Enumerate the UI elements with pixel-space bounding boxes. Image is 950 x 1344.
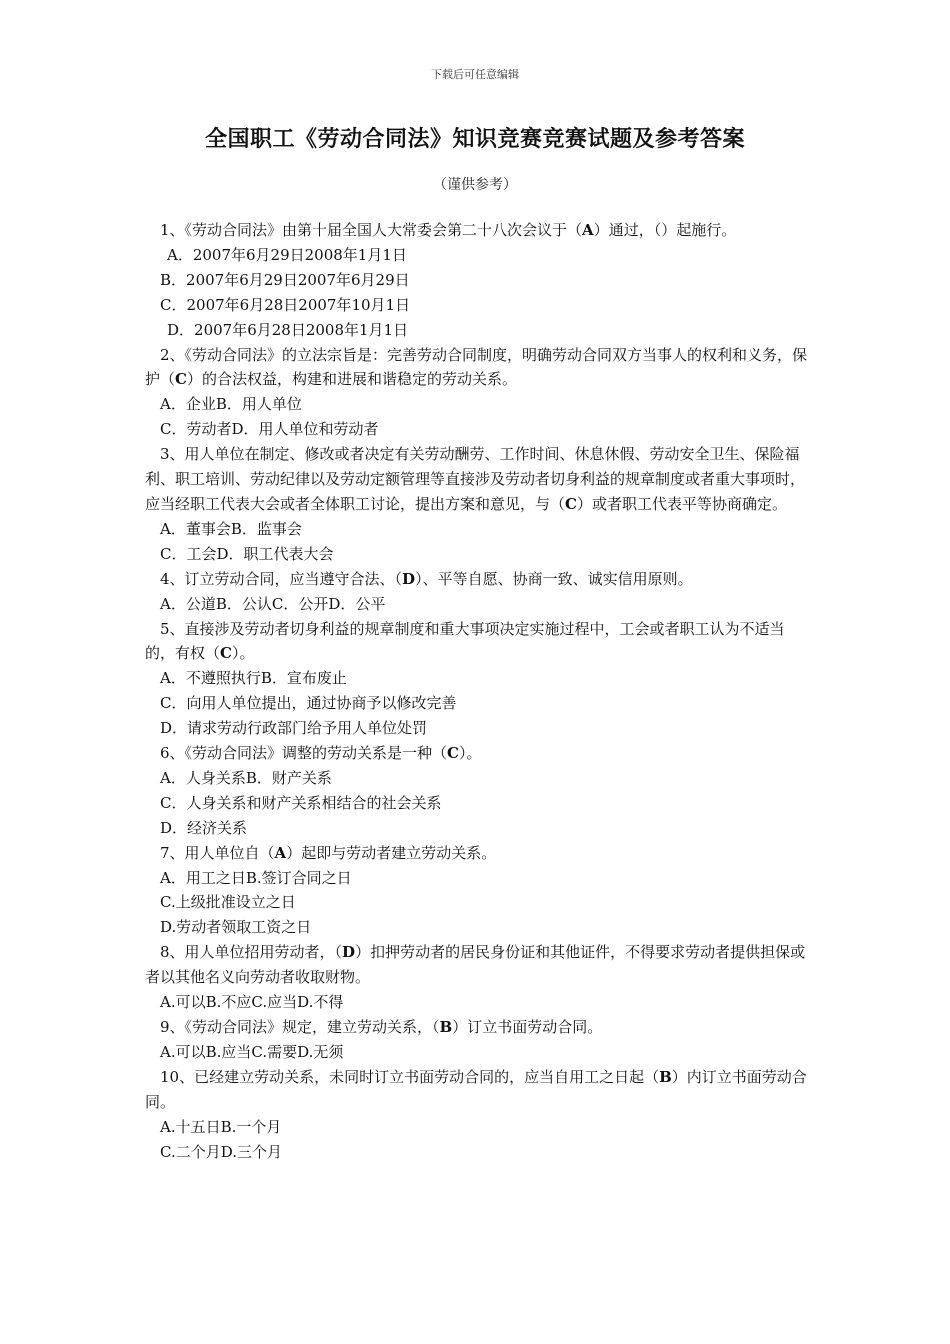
option-line: D.劳动者领取工资之日 (160, 918, 312, 937)
question-6 (145, 741, 810, 766)
question-text-tail: ）。 (231, 644, 255, 663)
option-line: D．2007年6月28日2008年1月1日 (167, 320, 409, 339)
question-text-tail: ）。 (459, 744, 482, 763)
answer-key: D (402, 569, 416, 588)
question-text: 3、用人单位在制定、修改或者决定有关劳动酬劳、工作时间、休息休假、劳动安全卫生、保险福利、职工培训、劳动纪律以及劳动定额管理等直接涉及劳动者切身利益的规章制度或者重大事项时，应当经职工代表大会或者全体职工讨论，提出方案和意见，与（ (145, 445, 806, 513)
option-line: A.可以B.应当C.需要D.无须 (160, 1042, 344, 1061)
answer-key: B (439, 1018, 453, 1036)
answer-key: C (447, 744, 459, 763)
question-text: 9、《劳动合同法》规定，建立劳动关系，（ (160, 1018, 440, 1036)
question-text-tail: ）起即与劳动者建立劳动关系。 (286, 843, 497, 862)
question-text: 7、用人单位自（ (160, 843, 275, 862)
option-line: C．劳动者D．用人单位和劳动者 (160, 420, 379, 439)
option-line: A.可以B.不应C.应当D.不得 (160, 993, 344, 1012)
option-line: B．2007年6月29日2007年6月29日 (160, 270, 410, 289)
question-text: 10、已经建立劳动关系，未同时订立书面劳动合同的，应当自用工之日起（ (160, 1067, 660, 1086)
answer-key: A (582, 221, 594, 239)
question-9 (145, 1015, 810, 1040)
option-line: C．2007年6月28日2007年10月1日 (160, 295, 411, 314)
question-text: 4、订立劳动合同，应当遵守合法、（ (160, 569, 403, 588)
option-line: C．人身关系和财产关系相结合的社会关系 (160, 793, 442, 812)
question-text-tail: ）的合法权益，构建和进展和谐稳定的劳动关系。 (186, 370, 517, 389)
question-text: 2、《劳动合同法》的立法宗旨是：完善劳动合同制度，明确劳动合同双方当事人的权利和义务，保护（ (145, 345, 808, 389)
question-5 (145, 617, 810, 667)
question-4 (145, 567, 810, 592)
answer-key: A (274, 843, 287, 862)
option-line: A．企业B．用人单位 (160, 395, 302, 414)
question-text: 5、直接涉及劳动者切身利益的规章制度和重大事项决定实施过程中，工会或者职工认为不适当的，有权（ (145, 619, 785, 663)
answer-key: C (220, 644, 232, 663)
question-list (145, 218, 810, 1164)
document-subtitle: （谨供参考） (433, 177, 517, 193)
question-1 (145, 218, 810, 243)
question-text-tail: ）内订立书面劳动合同。 (145, 1067, 807, 1111)
option-line: A.十五日B.一个月 (160, 1117, 282, 1136)
question-text: 8、用人单位招用劳动者，（ (160, 943, 343, 962)
option-line: A．2007年6月29日2008年1月1日 (167, 245, 407, 264)
question-10 (145, 1065, 810, 1115)
option-line: A．人身关系B．财产关系 (160, 768, 332, 787)
option-line: A．公道B．公认C．公开D．公平 (160, 594, 386, 613)
question-text-tail: ）订立书面劳动合同。 (452, 1018, 603, 1036)
question-text-tail: ）扣押劳动者的居民身份证和其他证件，不得要求劳动者提供担保或者以其他名义向劳动者收取财物。 (145, 943, 806, 987)
answer-key: C (175, 370, 187, 389)
document-title: 全国职工《劳动合同法》知识竞赛竞赛试题及参考答案 (204, 126, 745, 152)
option-line: A．用工之日B.签订合同之日 (160, 868, 352, 887)
question-text: 1、《劳动合同法》由第十届全国人大常委会第二十八次会议于（ (160, 221, 583, 239)
option-line: C.上级批准设立之日 (160, 893, 296, 912)
header-note: 下载后可任意编辑 (431, 68, 519, 81)
question-2 (145, 343, 810, 393)
question-text-tail: ）或者职工代表平等协商确定。 (576, 494, 787, 513)
answer-key: D (342, 943, 356, 962)
question-text: 6、《劳动合同法》调整的劳动关系是一种（ (160, 744, 448, 763)
option-line: C.二个月D.三个月 (160, 1142, 282, 1161)
question-3 (145, 442, 810, 517)
answer-key: B (659, 1067, 672, 1086)
option-line: A．不遵照执行B．宣布废止 (160, 669, 347, 688)
question-7 (145, 841, 810, 866)
option-line: C．工会D．职工代表大会 (160, 544, 334, 563)
option-line: C．向用人单位提出，通过协商予以修改完善 (160, 694, 457, 713)
answer-key: C (565, 494, 577, 513)
question-8 (145, 940, 810, 990)
question-text-tail: ）通过，（）起施行。 (593, 221, 737, 239)
option-line: A．董事会B．监事会 (160, 519, 302, 538)
option-line: D．经济关系 (160, 818, 248, 837)
question-text-tail: ）、平等自愿、协商一致、诚实信用原则。 (415, 569, 693, 588)
option-line: D．请求劳动行政部门给予用人单位处罚 (160, 719, 428, 738)
